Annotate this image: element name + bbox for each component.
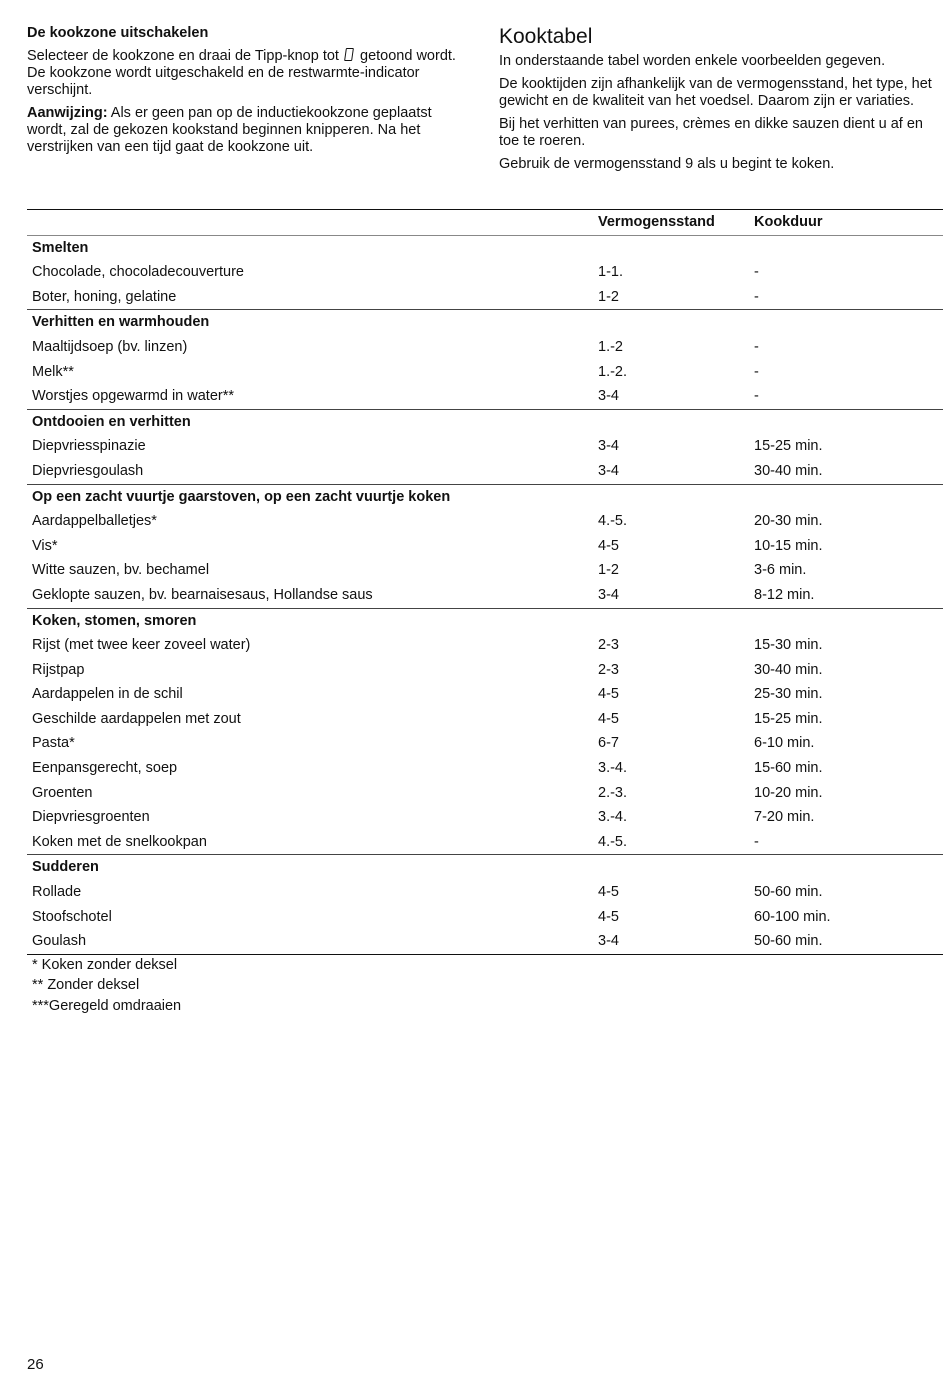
note-paragraph <box>27 105 472 156</box>
table-row <box>27 830 943 855</box>
intro-paragraph-3: Bij het verhitten van purees, crèmes en dikke sauzen dient u af en toe te roeren. <box>499 116 923 149</box>
left-column <box>27 25 472 162</box>
power-level-cell: 3-4 <box>598 438 619 455</box>
cooking-time-cell: 15-25 min. <box>754 710 823 727</box>
power-level-cell: 4-5 <box>598 710 619 727</box>
dish-cell: Rijst (met twee keer zoveel water) <box>32 637 251 654</box>
power-level-cell: 4.-5. <box>598 513 628 530</box>
intro-paragraph-4: Gebruik de vermogensstand 9 als u begint te koken. <box>499 156 835 172</box>
cooking-time-cell: 7-20 min. <box>754 809 815 826</box>
dish-cell: Aardappelballetjes* <box>32 513 157 530</box>
cooking-time-cell: 15-60 min. <box>754 760 823 777</box>
cooking-time-cell: 50-60 min. <box>754 933 823 950</box>
power-level-cell: 4.-5. <box>598 833 628 850</box>
cooking-time-cell: - <box>754 363 759 380</box>
page-title: Kooktabel <box>499 25 593 48</box>
dish-cell: Rollade <box>32 884 82 901</box>
cooking-time-cell: 60-100 min. <box>754 908 831 925</box>
group-title: Verhitten en warmhouden <box>32 314 210 331</box>
dish-cell: Groenten <box>32 784 93 801</box>
column-header-cooking-time: Kookduur <box>754 214 823 230</box>
footnote: ** Zonder deksel <box>32 977 140 994</box>
power-level-cell: 4-5 <box>598 686 619 703</box>
power-level-cell: 4-5 <box>598 908 619 925</box>
intro-paragraph-2: De kooktijden zijn afhankelijk van de vermogensstand, het type, het gewicht en de kwaliteit van het voedsel. Daarom zijn er variaties. <box>499 76 932 109</box>
table-row <box>27 905 943 930</box>
footnote: * Koken zonder deksel <box>32 956 178 973</box>
power-level-cell: 3-4 <box>598 586 619 603</box>
cooking-table <box>27 209 943 1016</box>
cooking-time-cell: 3-6 min. <box>754 562 807 579</box>
table-row <box>27 509 943 534</box>
group-title: Smelten <box>32 239 89 256</box>
table-group-row <box>27 608 943 634</box>
cooking-time-cell: - <box>754 288 759 305</box>
cooking-time-cell: 15-30 min. <box>754 637 823 654</box>
power-level-cell: 4-5 <box>598 884 619 901</box>
table-row <box>27 731 943 756</box>
dish-cell: Rijstpap <box>32 661 85 678</box>
instruction-text-end: getoond wordt. De kookzone wordt uitgeschakeld en de restwarmte-indicator verschijnt. <box>27 48 456 98</box>
cooking-time-cell: - <box>754 833 759 850</box>
intro-paragraph-1: In onderstaande tabel worden enkele voorbeelden gegeven. <box>499 53 886 69</box>
cooking-time-cell: - <box>754 264 759 281</box>
dish-cell: Koken met de snelkookpan <box>32 833 207 850</box>
group-title: Ontdooien en verhitten <box>32 413 191 430</box>
table-group-row <box>27 236 943 261</box>
table-row <box>27 880 943 905</box>
table-body <box>27 236 943 954</box>
page-number: 26 <box>27 1356 44 1373</box>
group-title: Koken, stomen, smoren <box>32 612 197 629</box>
column-header-power-level: Vermogensstand <box>598 214 715 230</box>
dish-cell: Geklopte sauzen, bv. bearnaisesaus, Hollandse saus <box>32 586 373 603</box>
cooking-time-cell: 30-40 min. <box>754 462 823 479</box>
dish-cell: Geschilde aardappelen met zout <box>32 710 241 727</box>
cooking-time-cell: 10-15 min. <box>754 537 823 554</box>
cooking-time-cell: 20-30 min. <box>754 513 823 530</box>
dish-cell: Stoofschotel <box>32 908 112 925</box>
cooking-time-cell: 15-25 min. <box>754 438 823 455</box>
power-level-cell: 1.-2. <box>598 363 628 380</box>
dish-cell: Chocolade, chocoladecouverture <box>32 264 244 281</box>
dish-cell: Eenpansgerecht, soep <box>32 760 178 777</box>
dish-cell: Diepvriesgoulash <box>32 462 144 479</box>
power-level-cell: 1-1. <box>598 264 623 281</box>
table-row <box>27 558 943 583</box>
instruction-text-start: Selecteer de kookzone en draai de Tipp-knop tot <box>27 48 343 64</box>
power-level-cell: 2.-3. <box>598 784 628 801</box>
power-level-cell: 2-3 <box>598 661 619 678</box>
table-header-row <box>27 209 943 236</box>
cooking-time-cell: 8-12 min. <box>754 586 815 603</box>
table-row <box>27 384 943 409</box>
section-heading: De kookzone uitschakelen <box>27 25 209 41</box>
table-row <box>27 434 943 459</box>
dish-cell: Worstjes opgewarmd in water** <box>32 388 235 405</box>
note-label: Aanwijzing: <box>27 105 108 121</box>
power-level-cell: 1-2 <box>598 288 619 305</box>
group-title: Op een zacht vuurtje gaarstoven, op een zacht vuurtje koken <box>32 488 451 505</box>
table-group-row <box>27 309 943 335</box>
cooking-time-cell: 6-10 min. <box>754 735 815 752</box>
cooking-time-cell: 30-40 min. <box>754 661 823 678</box>
dish-cell: Melk** <box>32 363 74 380</box>
table-group-row <box>27 409 943 435</box>
dish-cell: Goulash <box>32 933 87 950</box>
table-row <box>27 534 943 559</box>
power-level-cell: 3-4 <box>598 388 619 405</box>
table-row <box>27 459 943 484</box>
table-row <box>27 285 943 310</box>
note-text: Als er geen pan op de inductiekookzone geplaatst wordt, zal de gekozen kookstand beginnen knipperen. Na het verstrijken van een tijd gaat de kookzone uit. <box>27 105 432 155</box>
dish-cell: Aardappelen in de schil <box>32 686 183 703</box>
power-level-cell: 6-7 <box>598 735 619 752</box>
table-row <box>27 781 943 806</box>
dish-cell: Witte sauzen, bv. bechamel <box>32 562 210 579</box>
table-row <box>27 805 943 830</box>
dish-cell: Pasta* <box>32 735 75 752</box>
power-level-cell: 3.-4. <box>598 760 628 777</box>
cooking-time-cell: - <box>754 388 759 405</box>
table-row <box>27 335 943 360</box>
group-title: Sudderen <box>32 859 99 876</box>
seven-segment-zero-icon <box>344 48 354 61</box>
cooking-time-cell: - <box>754 338 759 355</box>
table-row <box>27 583 943 608</box>
table-row <box>27 360 943 385</box>
power-level-cell: 3.-4. <box>598 809 628 826</box>
footnote: ***Geregeld omdraaien <box>32 997 182 1014</box>
dish-cell: Diepvriesspinazie <box>32 438 146 455</box>
power-level-cell: 1-2 <box>598 562 619 579</box>
table-row <box>27 756 943 781</box>
cooking-time-cell: 50-60 min. <box>754 884 823 901</box>
table-row <box>27 682 943 707</box>
dish-cell: Boter, honing, gelatine <box>32 288 177 305</box>
power-level-cell: 2-3 <box>598 637 619 654</box>
table-row <box>27 633 943 658</box>
cooking-time-cell: 25-30 min. <box>754 686 823 703</box>
table-row <box>27 929 943 954</box>
dish-cell: Maaltijdsoep (bv. linzen) <box>32 338 188 355</box>
table-row <box>27 260 943 285</box>
right-column <box>499 25 944 179</box>
power-level-cell: 4-5 <box>598 537 619 554</box>
instruction-paragraph <box>27 48 472 99</box>
dish-cell: Diepvriesgroenten <box>32 809 150 826</box>
table-row <box>27 707 943 732</box>
dish-cell: Vis* <box>32 537 58 554</box>
table-row <box>27 658 943 683</box>
power-level-cell: 3-4 <box>598 462 619 479</box>
table-group-row <box>27 484 943 510</box>
table-group-row <box>27 854 943 880</box>
power-level-cell: 1.-2 <box>598 338 623 355</box>
cooking-time-cell: 10-20 min. <box>754 784 823 801</box>
power-level-cell: 3-4 <box>598 933 619 950</box>
